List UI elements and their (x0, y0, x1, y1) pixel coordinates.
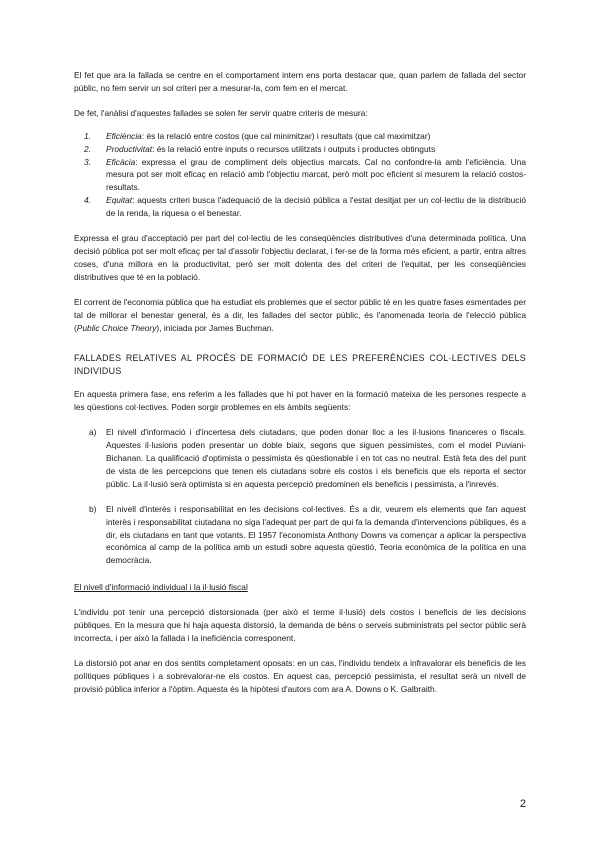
subsection-heading: El nivell d'informació individual i la il·lusió fiscal (74, 582, 248, 593)
criteria-number: 1. (84, 130, 91, 141)
page-body (74, 69, 526, 696)
criteria-number: 4. (84, 195, 91, 206)
issue-item (74, 503, 526, 568)
criteria-text: : expressa el grau de compliment dels objectius marcats. Cal no confondre-la amb l'eficiència. Una mesura pot ser molt eficaç en relació amb l'objectiu marcat, però molt poc eficient si mesurem la relació costos-resultats. (106, 156, 526, 193)
distortion-paragraph: L'individu pot tenir una percepció distorsionada (per això el terme il·lusió) dels costos i beneficis de les decisions públiques. En la mesura que hi haja aquesta distorsió, la demanda de béns o serveis subministrats pel sector públic serà incorrecta, i per això la fallada i la ineficiència corresponent. (74, 607, 526, 643)
public-choice-text-before: El corrent de l'economia pública que ha estudiat els problemes que el sector públic té en les quatre fases esmentades per tal de millorar el benestar general, és a dir, les fallades del sector públic, és l'anomenada teoria de l'elecció pública ( (74, 296, 526, 333)
first-phase-paragraph: En aquesta primera fase, ens referim a les fallades que hi pot haver en la formació mateixa de les persones respecte a les qüestions col·lectives. Poden sorgir problemes en els àmbits següents: (74, 389, 526, 413)
public-choice-term: Public Choice Theory (76, 322, 157, 333)
criteria-text: : és la relació entre costos (que cal minimitzar) i resultats (que cal maximitzar) (141, 130, 431, 141)
criteria-text: : és la relació entre inputs o recursos utilitzats i outputs i productes obtinguts (152, 143, 436, 154)
opposite-senses-paragraph: La distorsió pot anar en dos sentits completament oposats: en un cas, l'individu tendeix a infravalorar els beneficis de les polítiques públiques i a sobrevalorar-ne els costos. En aquest cas, percepció pessimista, el resultat serà un nivell de provisió pública inferior a l'òptim. Aquesta és la hipòtesi d'autors com ara A. Downs o K. Galbraith. (74, 657, 526, 694)
criteria-term: Eficàcia (106, 156, 136, 167)
criteria-list (74, 130, 526, 220)
issue-item (74, 426, 526, 491)
issue-letter: b) (89, 503, 97, 514)
criteria-number: 2. (84, 143, 91, 154)
public-choice-paragraph (74, 296, 526, 335)
criteria-term: Productivitat (106, 143, 153, 154)
page-number: 2 (519, 798, 526, 810)
criteria-item (74, 156, 526, 195)
issues-list (74, 426, 526, 567)
issue-text: El nivell d'interès i responsabilitat en les decisions col·lectives. És a dir, veurem els elements que fan aquest interès i responsabilitat ciutadana no siga l'adequat per part de qui fa la demanda d'intervencions públiques, és a dir, els ciutadans en tant que votants. El 1957 l'economista Anthony Downs va començar a aplicar la perspectiva econòmica al camp de la política amb un estudi sobre aquesta qüestió, Teoria econòmica de la política en una democràcia. (106, 503, 526, 566)
criteria-term: Equitat (106, 195, 133, 206)
criteria-term: Eficiència (106, 130, 142, 141)
criteria-number: 3. (84, 156, 91, 167)
criteria-text: : aquests criteri busca l'adequació de la decisió pública a l'estat desitjat per un col·lectiu de la distribució de la renda, la riquesa o el benestar. (106, 195, 526, 219)
criteria-item (74, 143, 526, 156)
equity-paragraph: Expressa el grau d'acceptació per part del col·lectiu de les conseqüències distributives d'una determinada política. Una decisió pública pot ser molt eficaç per tal d'assolir l'objectiu declarat, i fer-se de la forma més eficient, a partir, entra altres coses, d'una millora en la productivitat, però ser molt dolenta des del criteri de l'equitat, per les conseqüències distributives que té en la població. (74, 233, 526, 282)
public-choice-text-after: ), iniciada por James Buchman. (156, 322, 274, 333)
criteria-intro: De fet, l'anàlisi d'aquestes fallades se solen fer servir quatre criteris de mesura: (74, 107, 368, 118)
section-heading: FALLADES RELATIVES AL PROCÉS DE FORMACIÓ DE LES PREFERÈNCIES COL·LECTIVES DELS INDIVIDUS (74, 353, 526, 377)
issue-text: El nivell d'informació i d'incertesa dels ciutadans, que poden donar lloc a les il·lusions financeres o fiscals. Aquestes il·lusions poden presentar un doble biaix, segons que siguen pessimistes, com el model Puviani-Bichanan. La qualificació d'optimista o pessimista és qüestionable i en tot cas no neutral. Està feta des del punt de vista de les percepcions que tenen els ciutadans sobre els costos i els beneficis que els reporta el sector públic. La il·lusió serà optimista si en aquesta percepció predominen els beneficis i pessimista, a l'inrevés. (106, 427, 526, 489)
intro-paragraph: El fet que ara la fallada se centre en el comportament intern ens porta destacar que, quan parlem de fallada del sector públic, no fem servir un sol criteri per a mesurar-la, com fem en el mercat. (74, 70, 526, 93)
criteria-item (74, 130, 526, 143)
issue-letter: a) (89, 427, 97, 438)
criteria-item (74, 194, 526, 220)
